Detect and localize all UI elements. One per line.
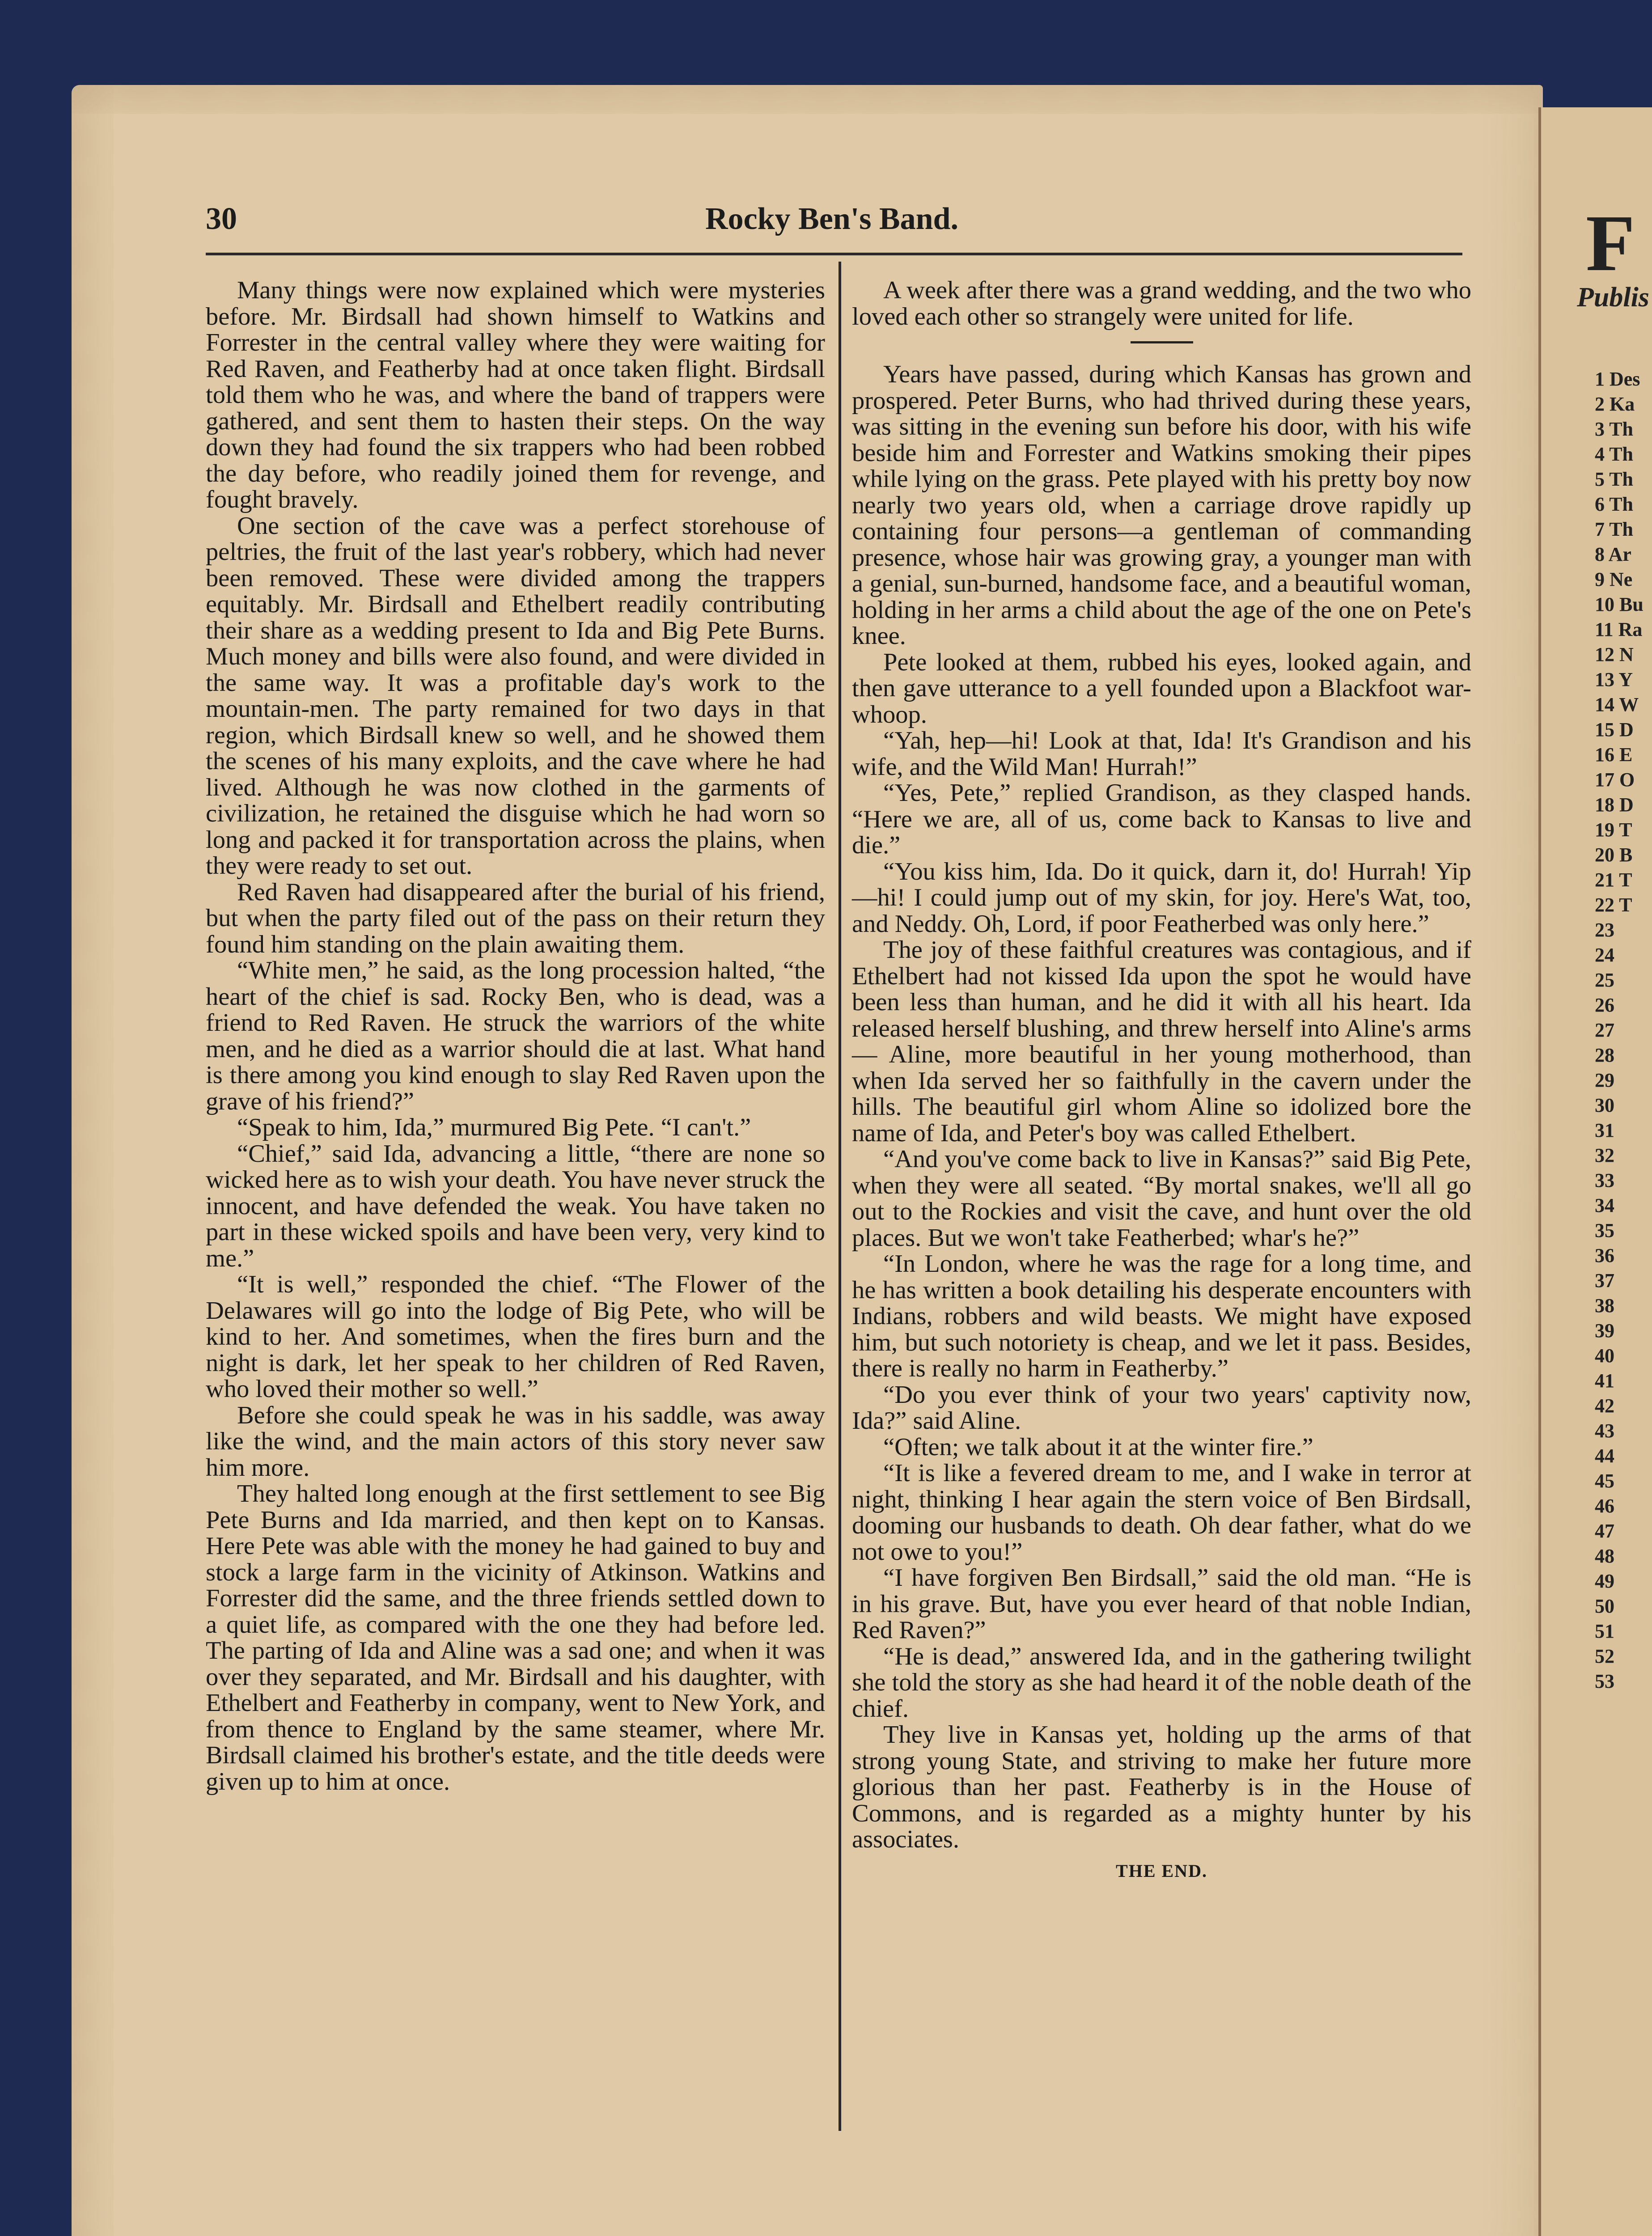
adjacent-list-item: 47 <box>1595 1520 1614 1542</box>
column-rule <box>839 262 841 2131</box>
adjacent-page-subtitle: Publis <box>1577 282 1649 313</box>
adjacent-list-item: 21 T <box>1595 869 1632 891</box>
adjacent-page-title: F <box>1586 199 1635 288</box>
paragraph: “It is like a fevered dream to me, and I wake in terror at night, thinking I hear again the stern voice of Ben Birdsall, dooming our husbands to death. Oh dear father, what do we not owe to you!” <box>852 1459 1471 1566</box>
adjacent-list-item: 48 <box>1595 1545 1614 1567</box>
adjacent-list-item: 17 O <box>1595 769 1635 791</box>
adjacent-list-item: 44 <box>1595 1445 1614 1467</box>
right-paragraphs <box>852 361 1471 1853</box>
page-number: 30 <box>206 202 237 236</box>
adjacent-list-item: 24 <box>1595 944 1614 966</box>
adjacent-list-item: 37 <box>1595 1270 1614 1292</box>
adjacent-list-item: 26 <box>1595 994 1614 1016</box>
paragraph: They live in Kansas yet, holding up the arms of that strong young State, and striving to make her future more glorious than her past. Featherby is in the House of Commons, and is regarded as a mighty hunter by his associates. <box>852 1721 1471 1853</box>
adjacent-list-item: 46 <box>1595 1495 1614 1517</box>
adjacent-list-item: 10 Bu <box>1595 593 1644 615</box>
adjacent-list-item: 30 <box>1595 1094 1614 1116</box>
adjacent-list-item: 1 Des <box>1595 368 1640 390</box>
adjacent-list-item: 53 <box>1595 1670 1614 1692</box>
page-header <box>206 192 1458 246</box>
paragraph: One section of the cave was a perfect storehouse of peltries, the fruit of the last year's robbery, which had never been removed. These were divided among the trappers equitably. Mr. Birdsall and Ethelbert readily contributing their share as a wedding present to Ida and Big Pete Burns. Much money and bills were also found, and were divided in the same way. It was a profitable day's work to the mountain-men. The party remained for two days in that region, which Birdsall knew so well, and he showed them the scenes of his many exploits, and the cave where he had lived. Although he was now clothed in the garments of civilization, he retained the disguise which he had worn so long and packed it for transportation across the plains, when they were ready to set out. <box>206 512 825 880</box>
adjacent-list-item: 28 <box>1595 1044 1614 1066</box>
adjacent-list-item: 39 <box>1595 1320 1614 1342</box>
adjacent-list-item: 11 Ra <box>1595 618 1643 640</box>
paragraph: “In London, where he was the rage for a long time, and he has written a book detailing his desperate encounters with Indians, robbers and wild beasts. We might have exposed him, but such notoriety is cheap, and we let it pass. Besides, there is really no harm in Featherby.” <box>852 1250 1471 1382</box>
adjacent-list-item: 33 <box>1595 1169 1614 1191</box>
adjacent-list-item: 15 D <box>1595 719 1634 741</box>
left-column <box>206 277 825 1795</box>
adjacent-list-item: 45 <box>1595 1470 1614 1492</box>
adjacent-list-item: 22 T <box>1595 894 1632 916</box>
paragraph: “Do you ever think of your two years' captivity now, Ida?” said Aline. <box>852 1381 1471 1435</box>
adjacent-list-item: 36 <box>1595 1245 1614 1266</box>
adjacent-list-item: 27 <box>1595 1019 1614 1041</box>
paragraph: “Yes, Pete,” replied Grandison, as they clasped hands. “Here we are, all of us, come back to Kansas to live and die.” <box>852 779 1471 859</box>
section-separator <box>1131 341 1193 343</box>
adjacent-list-item: 3 Th <box>1595 418 1634 440</box>
adjacent-list-item: 52 <box>1595 1645 1614 1667</box>
adjacent-list-item: 42 <box>1595 1395 1614 1417</box>
adjacent-list-item: 31 <box>1595 1119 1614 1141</box>
the-end: THE END. <box>1116 1860 1207 1881</box>
adjacent-list-item: 23 <box>1595 919 1614 941</box>
paragraph: “I have forgiven Ben Birdsall,” said the old man. “He is in his grave. But, have you ever heard of that noble Indian, Red Raven?” <box>852 1564 1471 1644</box>
header-rule <box>206 253 1462 255</box>
paragraph: The joy of these faithful creatures was contagious, and if Ethelbert had not kissed Ida upon the spot he would have been less than human, and he did it with all his heart. Ida released herself blushing, and threw herself into Aline's arms — Aline, more beautiful in her young motherhood, than when Ida served her so faithfully in the cavern under the hills. The beautiful girl whom Aline so idolized bore the name of Ida, and Peter's boy was called Ethelbert. <box>852 936 1471 1147</box>
adjacent-list-item: 50 <box>1595 1595 1614 1617</box>
adjacent-list-item: 19 T <box>1595 819 1632 841</box>
adjacent-list-item: 8 Ar <box>1595 543 1631 565</box>
adjacent-list-item: 51 <box>1595 1620 1614 1642</box>
paragraph: Many things were now explained which were mysteries before. Mr. Birdsall had shown himself to Watkins and Forrester in the central valley where they were waiting for Red Raven, and Featherby had at once taken flight. Birdsall told them who he was, and where the band of trappers were gathered, and sent them to hasten their steps. On the way down they had found the six trappers who had been robbed the day before, who readily joined them for revenge, and fought bravely. <box>206 276 825 513</box>
adjacent-list-item: 18 D <box>1595 794 1634 816</box>
adjacent-list-item: 41 <box>1595 1370 1614 1392</box>
running-title: Rocky Ben's Band. <box>705 202 958 236</box>
adjacent-list-item: 20 B <box>1595 844 1633 866</box>
paragraph: “You kiss him, Ida. Do it quick, darn it, do! Hurrah! Yip—hi! I could jump out of my skin, for joy. Here's Wat, too, and Neddy. Oh, Lord, if poor Featherbed was only here.” <box>852 857 1471 938</box>
adjacent-list-item: 40 <box>1595 1345 1614 1367</box>
adjacent-list-item: 35 <box>1595 1220 1614 1241</box>
paragraph: “And you've come back to live in Kansas?” said Big Pete, when they were all seated. “By mortal snakes, we'll all go out to the Rockies and visit the cave, and hunt over the old places. But we won't take Featherbed; whar's he?” <box>852 1145 1471 1252</box>
adjacent-list-item: 43 <box>1595 1420 1614 1442</box>
adjacent-list-item: 38 <box>1595 1295 1614 1317</box>
paragraph: Years have passed, during which Kansas has grown and prospered. Peter Burns, who had thrived during these years, was sitting in the evening sun before his door, with his wife beside him and Forrester and Watkins smoking their pipes while lying on the grass. Pete played with his pretty boy now nearly two years old, when a carriage drove rapidly up containing four persons—a gentleman of commanding presence, whose hair was growing gray, a younger man with a genial, sun-burned, handsome face, and a beautiful woman, holding in her arms a child about the age of the one on Pete's knee. <box>852 360 1471 650</box>
adjacent-page-list <box>1595 367 1644 1694</box>
adjacent-list-item: 12 N <box>1595 644 1634 665</box>
paragraph: “Chief,” said Ida, advancing a little, “there are none so wicked here as to wish your death. You have never struck the innocent, and have defended the weak. You have taken no part in these wicked spoils and have been very, very kind to me.” <box>206 1139 825 1272</box>
paragraph: “He is dead,” answered Ida, and in the gathering twilight she told the story as she had heard it of the noble death of the chief. <box>852 1642 1471 1723</box>
adjacent-list-item: 5 Th <box>1595 468 1634 490</box>
paragraph: “Yah, hep—hi! Look at that, Ida! It's Grandison and his wife, and the Wild Man! Hurrah!” <box>852 727 1471 781</box>
paragraph: They halted long enough at the first settlement to see Big Pete Burns and Ida married, and then kept on to Kansas. Here Pete was able with the money he had gained to buy and stock a large farm in the vicinity of Atkinson. Watkins and Forrester did the same, and the three friends settled down to a quiet life, as compared with the one they had before led. The parting of Ida and Aline was a sad one; and when it was over they separated, and Mr. Birdsall and his daughter, with Ethelbert and Featherby in company, went to New York, and from thence to England by the same steamer, where Mr. Birdsall claimed his brother's estate, and the title deeds were given up to him at once. <box>206 1480 825 1796</box>
adjacent-list-item: 4 Th <box>1595 443 1634 465</box>
adjacent-list-item: 9 Ne <box>1595 568 1633 590</box>
adjacent-page-edge <box>1538 107 1652 2236</box>
adjacent-list-item: 6 Th <box>1595 493 1634 515</box>
adjacent-list-item: 49 <box>1595 1570 1614 1592</box>
paragraph: “Speak to him, Ida,” murmured Big Pete. “I can't.” <box>237 1114 751 1141</box>
paragraph: “Often; we talk about it at the winter fire.” <box>883 1433 1313 1461</box>
paragraph: “White men,” he said, as the long procession halted, “the heart of the chief is sad. Rocky Ben, who is dead, was a friend to Red Raven. He struck the warriors of the white men, and he died as a warrior should die at last. What hand is there among you kind enough to slay Red Raven upon the grave of his friend?” <box>206 957 825 1115</box>
paragraph: “It is well,” responded the chief. “The Flower of the Delawares will go into the lodge of Big Pete, who will be kind to her. And sometimes, when the fires burn and the night is dark, let her speak to her children of Red Raven, who loved their mother so well.” <box>206 1270 825 1403</box>
adjacent-list-item: 34 <box>1595 1194 1614 1216</box>
paragraph: Red Raven had disappeared after the burial of his friend, but when the party filed out of the pass on their return they found him standing on the plain awaiting them. <box>206 878 825 958</box>
paragraph: Before she could speak he was in his saddle, was away like the wind, and the main actors of this story never saw him more. <box>206 1401 825 1482</box>
right-intro-paragraph: A week after there was a grand wedding, and the two who loved each other so strangely were united for life. <box>852 276 1471 330</box>
adjacent-list-item: 7 Th <box>1595 518 1634 540</box>
adjacent-list-item: 13 Y <box>1595 669 1633 690</box>
paragraph: Pete looked at them, rubbed his eyes, looked again, and then gave utterance to a yell founded upon a Blackfoot war-whoop. <box>852 648 1471 728</box>
adjacent-list-item: 32 <box>1595 1144 1614 1166</box>
adjacent-list-item: 25 <box>1595 969 1614 991</box>
adjacent-list-item: 29 <box>1595 1069 1614 1091</box>
adjacent-list-item: 2 Ka <box>1595 393 1635 415</box>
adjacent-list-item: 14 W <box>1595 694 1639 716</box>
right-column <box>852 277 1471 1884</box>
adjacent-list-item: 16 E <box>1595 744 1633 766</box>
